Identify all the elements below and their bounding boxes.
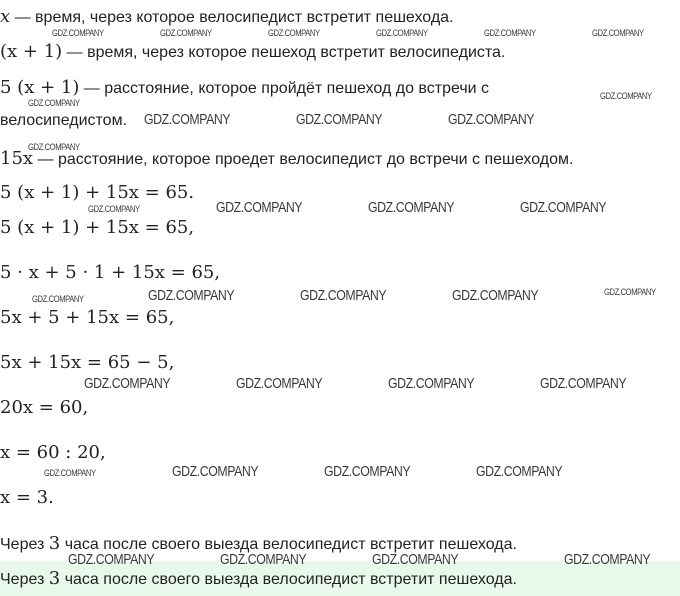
watermark: GDZ.COMPANY xyxy=(220,551,307,568)
watermark: GDZ.COMPANY xyxy=(388,375,475,392)
math-expr: 5 (x + 1) xyxy=(0,77,80,98)
watermark: GDZ.COMPANY xyxy=(28,98,80,108)
definition-text: — расстояние, которое проедет велосипедист до встречи с пешеходом. xyxy=(33,151,574,168)
watermark: GDZ.COMPANY xyxy=(368,199,455,216)
watermark: GDZ.COMPANY xyxy=(476,463,563,480)
watermark: GDZ.COMPANY xyxy=(84,375,171,392)
watermark: GDZ.COMPANY xyxy=(484,28,536,38)
definition-cyclist-distance xyxy=(0,149,573,170)
watermark: GDZ.COMPANY xyxy=(520,199,607,216)
watermark: GDZ.COMPANY xyxy=(32,294,84,304)
answer-pre: Через xyxy=(0,571,49,588)
definition-text: — время, через которое пешеход встретит велосипедиста. xyxy=(62,44,506,61)
watermark: GDZ.COMPANY xyxy=(236,375,323,392)
watermark: GDZ.COMPANY xyxy=(148,287,235,304)
definition-text: — расстояние, которое пройдёт пешеход до встречи с xyxy=(79,80,490,97)
watermark: GDZ.COMPANY xyxy=(28,142,80,152)
watermark: GDZ.COMPANY xyxy=(144,111,231,128)
definition-x-plus-1 xyxy=(0,42,505,63)
watermark: GDZ.COMPANY xyxy=(592,28,644,38)
watermark: GDZ.COMPANY xyxy=(452,287,539,304)
conclusion-post: часа после своего выезда велосипедист встретит пешехода. xyxy=(60,536,517,553)
equation-8: x = 3. xyxy=(0,487,54,508)
watermark: GDZ.COMPANY xyxy=(296,111,383,128)
equation-5: 5x + 15x = 65 − 5, xyxy=(0,352,175,373)
answer xyxy=(0,569,517,590)
answer-number: 3 xyxy=(48,568,61,589)
math-expr: (x + 1) xyxy=(0,41,63,62)
equation-4: 5x + 5 + 15x = 65, xyxy=(0,307,175,328)
equation-6: 20x = 60, xyxy=(0,397,89,418)
watermark: GDZ.COMPANY xyxy=(564,551,651,568)
watermark: GDZ.COMPANY xyxy=(216,199,303,216)
watermark: GDZ.COMPANY xyxy=(448,111,535,128)
watermark: GDZ.COMPANY xyxy=(44,468,96,478)
watermark: GDZ.COMPANY xyxy=(376,28,428,38)
conclusion-number: 3 xyxy=(48,533,61,554)
watermark: GDZ.COMPANY xyxy=(68,551,155,568)
equation-3: 5 · x + 5 · 1 + 15x = 65, xyxy=(0,262,221,283)
definition-text: — время, через которое велосипедист встретит пешехода. xyxy=(10,9,454,26)
definition-text: велосипедистом. xyxy=(0,112,128,129)
watermark: GDZ.COMPANY xyxy=(300,287,387,304)
equation-2: 5 (x + 1) + 15x = 65, xyxy=(0,217,195,238)
watermark: GDZ.COMPANY xyxy=(268,28,320,38)
watermark: GDZ.COMPANY xyxy=(52,28,104,38)
watermark: GDZ.COMPANY xyxy=(160,28,212,38)
definition-x xyxy=(0,7,454,28)
definition-pedestrian-distance xyxy=(0,78,489,99)
conclusion-pre: Через xyxy=(0,536,49,553)
equation-7: x = 60 : 20, xyxy=(0,442,106,463)
watermark: GDZ.COMPANY xyxy=(600,91,652,101)
definition-continuation xyxy=(0,111,127,131)
answer-post: часа после своего выезда велосипедист встретит пешехода. xyxy=(60,571,517,588)
equation-1: 5 (x + 1) + 15x = 65. xyxy=(0,182,195,203)
watermark: GDZ.COMPANY xyxy=(540,375,627,392)
watermark: GDZ.COMPANY xyxy=(324,463,411,480)
math-expr: 15x xyxy=(0,148,34,169)
watermark: GDZ.COMPANY xyxy=(88,204,140,214)
watermark: GDZ.COMPANY xyxy=(172,463,259,480)
watermark: GDZ.COMPANY xyxy=(372,551,459,568)
watermark: GDZ.COMPANY xyxy=(604,287,656,297)
math-var: x xyxy=(0,6,11,27)
